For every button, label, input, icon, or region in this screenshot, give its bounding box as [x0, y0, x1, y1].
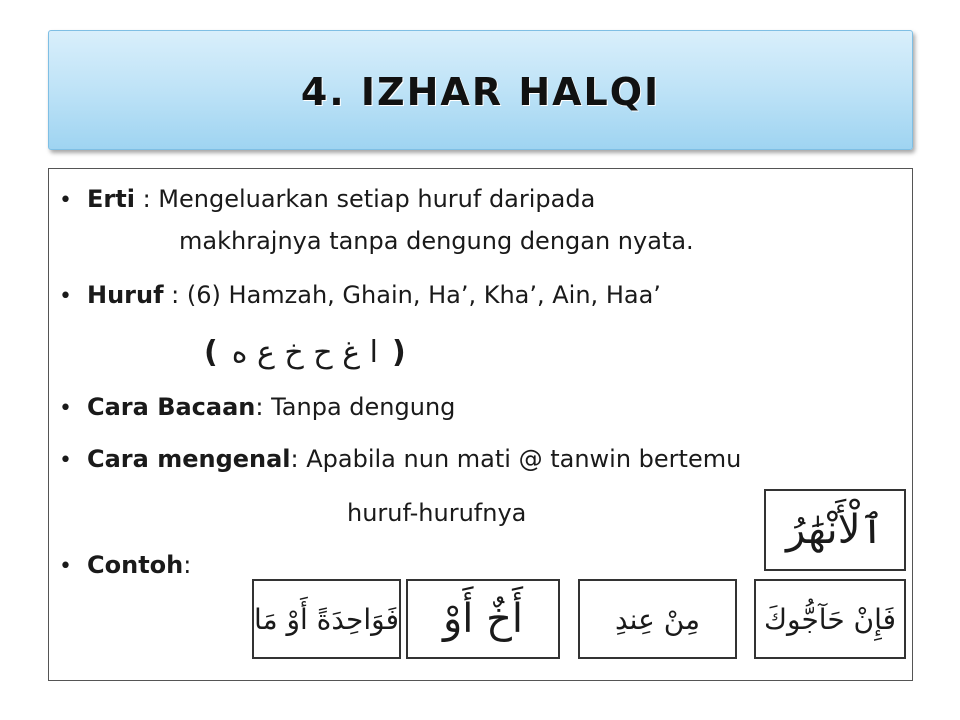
example-akhun-aw-text: أَخٌ أَوْ	[442, 596, 524, 642]
bullet-dot: •	[59, 284, 72, 309]
arabic-letters-row	[204, 333, 406, 373]
bullet-erti	[59, 183, 595, 217]
cara-mengenal-separator: :	[290, 445, 307, 473]
bullet-contoh	[59, 549, 191, 583]
example-al-anhar	[764, 489, 906, 571]
example-fain-hajjuka	[754, 579, 906, 659]
bullet-huruf	[59, 279, 661, 313]
open-paren: (	[204, 335, 218, 370]
content-panel	[48, 168, 913, 681]
cara-mengenal-term: Cara mengenal	[87, 445, 291, 473]
bullet-cara-mengenal	[59, 443, 741, 477]
arabic-letters: ا غ ح خ ع ه	[231, 335, 378, 370]
bullet-dot: •	[59, 396, 72, 421]
huruf-text: (6) Hamzah, Ghain, Ha’, Kha’, Ain, Haa’	[186, 281, 661, 309]
close-paren: )	[391, 335, 406, 370]
contoh-term: Contoh	[87, 551, 184, 579]
example-akhun-aw	[406, 579, 560, 659]
huruf-separator: :	[163, 281, 187, 309]
example-fawahidatan	[252, 579, 401, 659]
bullet-dot: •	[59, 554, 72, 579]
slide-title: 4. IZHAR HALQI	[300, 70, 661, 114]
erti-term: Erti	[87, 185, 135, 213]
example-min-indi	[578, 579, 737, 659]
cara-mengenal-text-line1: Apabila nun mati @ tanwin bertemu	[306, 445, 742, 473]
example-al-anhar-text: ٱلْأَنْهَٰرُ	[786, 507, 884, 553]
cara-mengenal-text-line2: huruf-hurufnya	[347, 499, 527, 527]
cara-bacaan-term: Cara Bacaan	[87, 393, 256, 421]
title-banner	[48, 30, 913, 150]
contoh-separator: :	[183, 551, 192, 579]
erti-text-line1: Mengeluarkan setiap huruf daripada	[158, 185, 596, 213]
erti-separator: :	[134, 185, 159, 213]
cara-bacaan-separator: :	[255, 393, 272, 421]
bullet-dot: •	[59, 448, 72, 473]
example-min-indi-text: مِنْ عِندِ	[614, 602, 701, 636]
example-fawahidatan-text: فَوَاحِدَةً أَوْ مَا	[254, 602, 399, 636]
bullet-dot: •	[59, 188, 72, 213]
example-fain-hajjuka-text: فَإِنْ حَآجُّوكَ	[763, 602, 897, 636]
bullet-cara-bacaan	[59, 391, 455, 425]
erti-text-line2: makhrajnya tanpa dengung dengan nyata.	[179, 227, 694, 255]
cara-bacaan-text: Tanpa dengung	[271, 393, 456, 421]
huruf-term: Huruf	[87, 281, 164, 309]
